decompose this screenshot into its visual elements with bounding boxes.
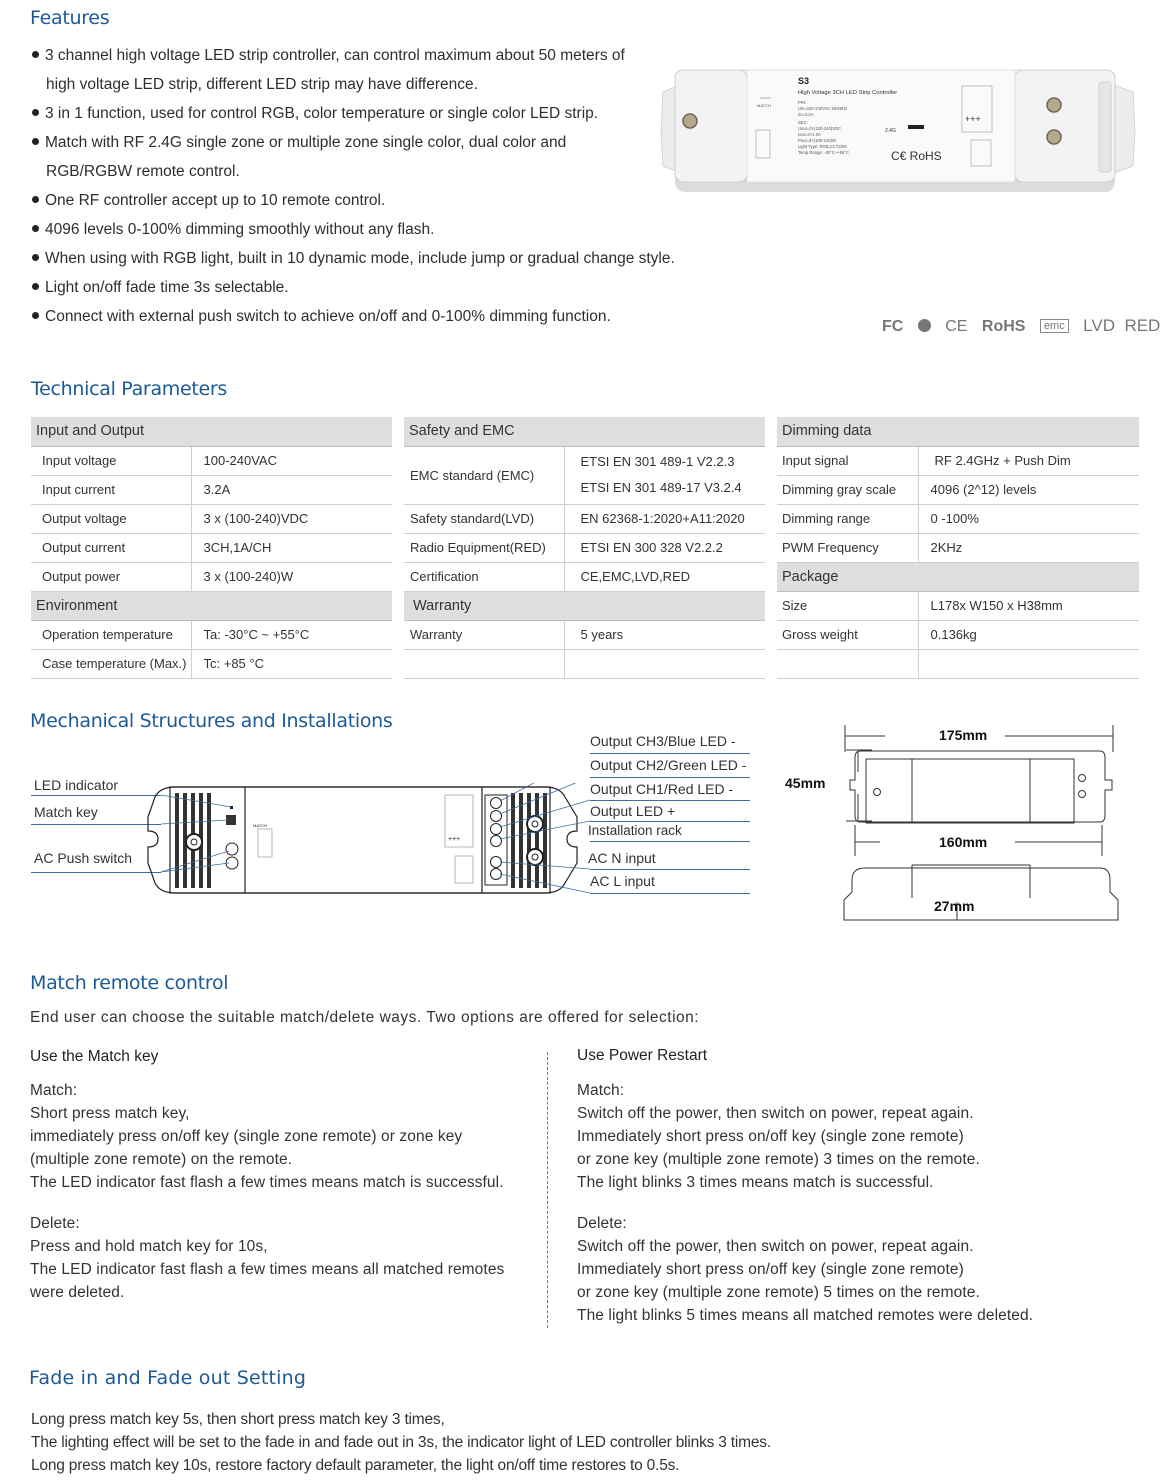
- svg-text:Uin=100-240VAC 50/60Hz: Uin=100-240VAC 50/60Hz: [798, 106, 848, 111]
- red-mark: RED: [1124, 316, 1161, 335]
- table-row: Input voltage 100-240VAC: [31, 446, 392, 475]
- svg-text:High Voltage 3CH LED Strip Con: High Voltage 3CH LED Strip Controller: [798, 90, 898, 96]
- table-row: Size L178x W150 x H38mm: [777, 591, 1139, 620]
- table-header-row: [404, 591, 765, 620]
- bullet-icon: [32, 109, 39, 116]
- bullet-icon: [32, 254, 39, 261]
- bullet-icon: [32, 225, 39, 232]
- svg-text:Light Type: RGB,CCT,DIM: Light Type: RGB,CCT,DIM: [798, 144, 847, 149]
- table-header-row: [31, 591, 392, 620]
- table-row: Output voltage 3 x (100-240)VDC: [31, 504, 392, 533]
- table-row: Operation temperature Ta: -30°C ~ +55°C: [31, 620, 392, 649]
- mechanical-title: Mechanical Structures and Installations: [30, 710, 393, 732]
- svg-text:Iout=3×1.0A: Iout=3×1.0A: [798, 132, 821, 137]
- technical-title: Technical Parameters: [31, 378, 228, 400]
- svg-text:C€ RoHS: C€ RoHS: [891, 149, 942, 163]
- table-row: Input current 3.2A: [31, 475, 392, 504]
- svg-text:S3: S3: [798, 76, 810, 86]
- svg-text:+++: +++: [965, 114, 981, 124]
- table-row: Dimming gray scale 4096 (2^12) levels: [777, 475, 1139, 504]
- fade-title: Fade in and Fade out Setting: [29, 1367, 307, 1389]
- package-header: Package: [777, 562, 1139, 591]
- table-row: PWM Frequency 2KHz: [777, 533, 1139, 562]
- svg-text:Temp Range: -30°C~+55°C: Temp Range: -30°C~+55°C: [798, 150, 850, 155]
- environment-header: Environment: [31, 591, 392, 620]
- right-option-body: Match: Switch off the power, then switch on power, repeat again. Immediately short press on/off key (single zone remote) or zone key (multiple zone remote) 3 times on the remote. The light blinks 3 times means match is successful. Delete: Switch off the power, then switch on power, repeat again. Immediately short press on/off key (single zone remote) or zone key (multiple zone remote) 5 times on the remote. The light blinks 5 times means all matched remotes were deleted.: [577, 1082, 1034, 1324]
- label-ac-n-input: AC N input: [588, 850, 656, 866]
- dimension-drawing: [780, 720, 1120, 925]
- device-outline-icon: [145, 783, 590, 898]
- dimming-header: Dimming data: [777, 417, 1139, 446]
- label-output-ch2: Output CH2/Green LED -: [590, 757, 747, 773]
- match-remote-title: Match remote control: [30, 972, 229, 994]
- input-output-header: Input and Output: [31, 417, 392, 446]
- device-top-view-diagram: [145, 783, 590, 898]
- svg-text:Uout=3×(100-240)VDC: Uout=3×(100-240)VDC: [798, 126, 842, 131]
- table-row: Gross weight 0.136kg: [777, 620, 1139, 649]
- table-row-empty: [777, 649, 1139, 678]
- feature-item: Match with RF 2.4G single zone or multiple zone single color, dual color and: [32, 128, 675, 157]
- table-row: Certification CE,EMC,LVD,RED: [404, 562, 765, 591]
- dimension-height: 27mm: [934, 898, 975, 914]
- table-row: Case temperature (Max.) Tc: +85 °C: [31, 649, 392, 678]
- bullet-icon: [32, 196, 39, 203]
- table-row: Dimming range 0 -100%: [777, 504, 1139, 533]
- feature-item: Connect with external push switch to achieve on/off and 0-100% dimming function.: [32, 302, 675, 331]
- table-row: Safety standard(LVD) EN 62368-1:2020+A11:2020: [404, 504, 765, 533]
- table-header-row: [777, 417, 1139, 446]
- bullet-icon: [32, 283, 39, 290]
- label-output-ch3: Output CH3/Blue LED -: [590, 733, 736, 749]
- lvd-mark: LVD: [1083, 316, 1115, 335]
- table-row: Radio Equipment(RED) ETSI EN 300 328 V2.2.2: [404, 533, 765, 562]
- controller-illustration: [653, 62, 1143, 197]
- emc-mark-icon: emc: [1040, 319, 1069, 333]
- feature-item: One RF controller accept up to 10 remote control.: [32, 186, 675, 215]
- ce-mark-icon: CE: [945, 318, 968, 335]
- feature-item-cont: high voltage LED strip, different LED strip may have difference.: [46, 76, 478, 93]
- label-ac-l-input: AC L input: [590, 873, 655, 889]
- left-option-title: Use the Match key: [30, 1048, 159, 1065]
- bullet-icon: [32, 138, 39, 145]
- svg-text:+++: +++: [448, 836, 461, 843]
- svg-text:PRI:: PRI:: [798, 100, 807, 105]
- dimension-length: 175mm: [939, 727, 988, 743]
- safety-emc-table: [404, 417, 765, 679]
- certification-marks: [882, 316, 1160, 336]
- table-row-empty: [404, 649, 765, 678]
- table-header-row: [31, 417, 392, 446]
- dimming-table: [777, 417, 1139, 679]
- column-divider: [547, 1052, 548, 1328]
- bullet-icon: [32, 312, 39, 319]
- features-title: Features: [30, 7, 110, 29]
- input-output-table: [31, 417, 392, 679]
- table-header-row: [777, 562, 1139, 591]
- svg-text:MATCH: MATCH: [757, 103, 771, 108]
- features-list: [32, 41, 675, 331]
- bullet-icon: [32, 51, 39, 58]
- feature-item: When using with RGB light, built in 10 dynamic mode, include jump or gradual change style.: [32, 244, 675, 273]
- match-remote-intro: End user can choose the suitable match/delete ways. Two options are offered for selection:: [30, 1009, 700, 1026]
- fade-body: Long press match key 5s, then short press match key 3 times, The lighting effect will be set to the fade in and fade out in 3s, the indicator light of LED controller blinks 3 times. Long press match key 10s, restore factory default parameter, the light on/off time restores to 0.5s.: [31, 1411, 771, 1474]
- svg-text:2.4G: 2.4G: [885, 128, 896, 134]
- label-ac-push-switch: AC Push switch: [34, 850, 133, 866]
- product-image: [653, 62, 1143, 197]
- feature-item: 3 channel high voltage LED strip controller, can control maximum about 50 meters of: [32, 41, 675, 70]
- svg-text:SEC:: SEC:: [798, 120, 808, 125]
- table-row: Output current 3CH,1A/CH: [31, 533, 392, 562]
- rcm-mark-icon: [918, 319, 931, 332]
- table-row: EMC standard (EMC) ETSI EN 301 489-1 V2.2.3 ETSI EN 301 489-17 V3.2.4: [404, 446, 765, 504]
- label-output-led-plus: Output LED +: [590, 803, 676, 819]
- label-match-key: Match key: [34, 804, 98, 820]
- svg-text:Iin=3.2A: Iin=3.2A: [798, 112, 814, 117]
- dimension-width: 45mm: [785, 775, 826, 791]
- dimension-inner-length: 160mm: [939, 834, 988, 850]
- feature-item-cont: RGB/RGBW remote control.: [46, 163, 240, 180]
- label-output-ch1: Output CH1/Red LED -: [590, 781, 734, 797]
- svg-text:MATCH: MATCH: [253, 823, 267, 828]
- label-led-indicator: LED indicator: [34, 777, 119, 793]
- label-installation-rack: Installation rack: [588, 823, 682, 838]
- feature-item: 4096 levels 0-100% dimming smoothly without any flash.: [32, 215, 675, 244]
- svg-text:Pout=3×(100-240)W: Pout=3×(100-240)W: [798, 138, 836, 143]
- table-header-row: [404, 417, 765, 446]
- feature-item: 3 in 1 function, used for control RGB, color temperature or single color LED strip.: [32, 99, 675, 128]
- right-option-title: Use Power Restart: [577, 1047, 708, 1064]
- table-row: Output power 3 x (100-240)W: [31, 562, 392, 591]
- table-row: Input signal RF 2.4GHz + Push Dim: [777, 446, 1139, 475]
- warranty-header: Warranty: [404, 591, 765, 620]
- safety-header: Safety and EMC: [404, 417, 765, 446]
- dimension-outline-icon: [780, 720, 1120, 925]
- table-row: Warranty 5 years: [404, 620, 765, 649]
- left-option-body: Match: Short press match key, immediately press on/off key (single zone remote) or zone key (multiple zone remote) on the remote. The LED indicator fast flash a few times means match is successful. Delete: Press and hold match key for 10s, The LED indicator fast flash a few times means all matched remotes were deleted.: [30, 1082, 505, 1301]
- feature-item: Light on/off fade time 3s selectable.: [32, 273, 675, 302]
- rohs-mark: RoHS: [981, 318, 1026, 335]
- fcc-mark-icon: FC: [882, 318, 904, 335]
